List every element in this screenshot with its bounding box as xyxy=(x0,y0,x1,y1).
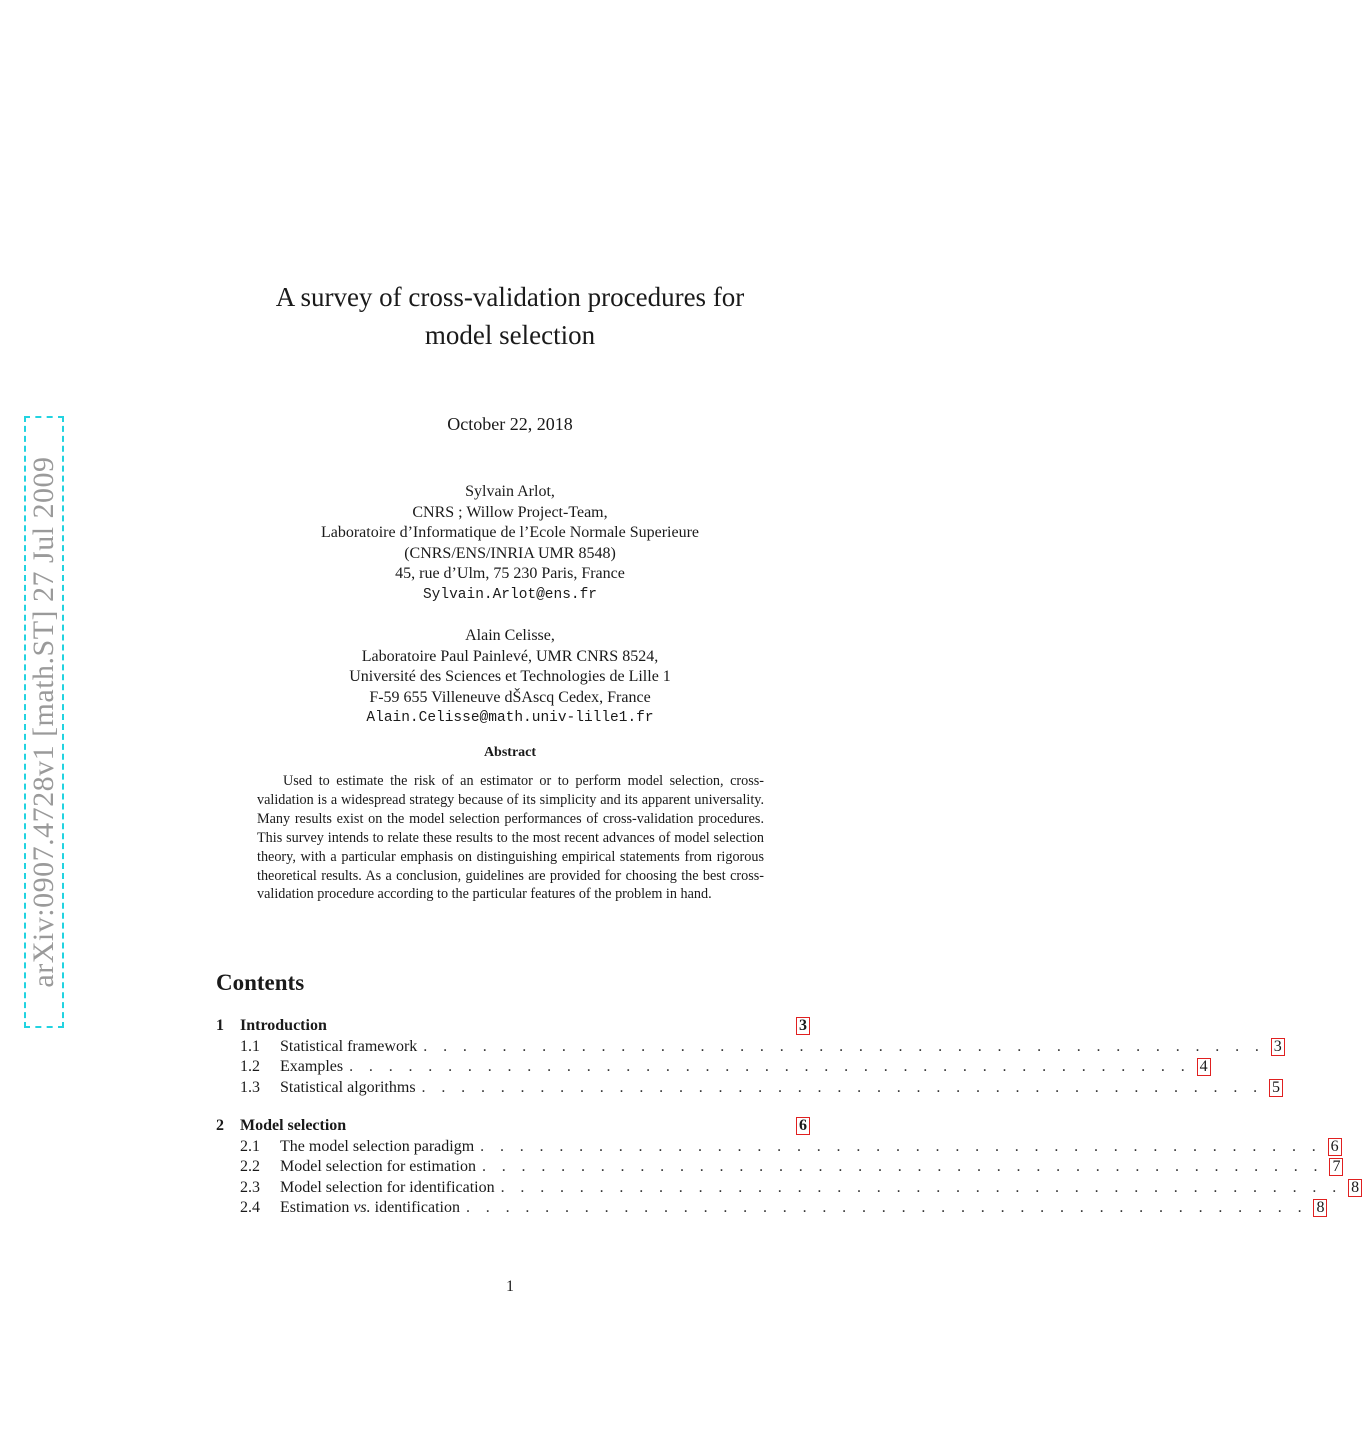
toc-leader-dots: . . . . . . . . . . . . . . . . . . . . . . . . . . . . . . . . . . . . . . . . . . . xyxy=(423,1037,1265,1055)
toc-entry-label: Examples xyxy=(280,1058,344,1075)
author-1-block xyxy=(220,482,800,606)
toc-page-link[interactable]: 6 xyxy=(1328,1138,1342,1156)
toc-entry-number: 1.2 xyxy=(240,1058,260,1075)
toc-entry-model-selection-estimation[interactable] xyxy=(216,1157,1341,1178)
toc-entry-number: 1 xyxy=(216,1017,224,1034)
author-2-affiliation-2: Université des Sciences et Technologies de Lille 1 xyxy=(349,668,671,686)
label-emphasis: vs. xyxy=(353,1199,371,1216)
author-1-affiliation-2: Laboratoire d’Informatique de l’Ecole Normale Superieure xyxy=(320,524,700,542)
toc-page-link[interactable]: 4 xyxy=(1197,1058,1211,1076)
toc-leader-dots: . . . . . . . . . . . . . . . . . . . . . . . . . . . . . . . . . . . . . . . . . . . xyxy=(480,1137,1322,1155)
toc-section-2 xyxy=(216,1116,1360,1219)
toc-entry-number: 2.1 xyxy=(240,1137,260,1155)
author-2-block xyxy=(220,626,800,729)
toc-page-link[interactable]: 8 xyxy=(1313,1199,1327,1217)
toc-entry-statistical-framework[interactable] xyxy=(216,1037,1282,1058)
toc-entry-introduction[interactable] xyxy=(216,1016,811,1037)
arxiv-stamp-link[interactable]: arXiv:0907.4728v1 [math.ST] 27 Jul 2009 xyxy=(27,456,60,988)
toc-leader-dots: . . . . . . . . . . . . . . . . . . . . . . . . . . . . . . . . . . . . . . . . . . . xyxy=(500,1178,1343,1196)
page-number: 1 xyxy=(506,1278,514,1295)
author-1-affiliation-3: (CNRS/ENS/INRIA UMR 8548) xyxy=(404,544,616,562)
author-1-email[interactable]: Sylvain.Arlot@ens.fr xyxy=(422,586,598,603)
abstract-text: Used to estimate the risk of an estimator or to perform model selection, cross-validation is a widespread strategy because of its simplicity and its apparent universality. Many results exist on the model selection performances of cross-validation procedures. This survey intends to relate these results to the most recent advances of model selection theory, with a particular emphasis on distinguishing empirical statements from rigorous theoretical results. As a conclusion, guidelines are provided for choosing the best cross-validation procedure according to the particular features of the problem in hand. xyxy=(257,773,764,903)
label-part-2: identification xyxy=(370,1199,460,1216)
toc-entry-label: Model selection for identification xyxy=(280,1178,495,1196)
toc-entry-number: 2 xyxy=(216,1117,224,1134)
toc-entry-model-selection-paradigm[interactable] xyxy=(216,1137,1339,1158)
toc-page-link[interactable]: 7 xyxy=(1329,1158,1343,1176)
author-2-address: F-59 655 Villeneuve dŠAscq Cedex, France xyxy=(369,688,651,706)
author-2-email[interactable]: Alain.Celisse@math.univ-lille1.fr xyxy=(366,710,654,727)
toc-entry-label: Statistical framework xyxy=(280,1037,418,1055)
toc-section-1 xyxy=(216,1016,1282,1098)
toc-leader-dots: . . . . . . . . . . . . . . . . . . . . . . . . . . . . . . . . . . . . . . . . . . . xyxy=(421,1078,1264,1096)
toc-leader-dots: . . . . . . . . . . . . . . . . . . . . . . . . . . . . . . . . . . . . . . . . . . . xyxy=(349,1058,1191,1075)
toc-entry-model-selection-identification[interactable] xyxy=(216,1178,1360,1199)
toc-entry-label: Introduction xyxy=(240,1017,327,1034)
title-line-2: model selection xyxy=(424,320,596,350)
toc-entry-number: 2.4 xyxy=(240,1199,260,1216)
toc-entry-examples[interactable] xyxy=(216,1057,1208,1078)
toc-page-link[interactable]: 6 xyxy=(796,1117,810,1135)
author-2-name: Alain Celisse, xyxy=(465,627,555,644)
toc-leader-dots: . . . . . . . . . . . . . . . . . . . . . . . . . . . . . . . . . . . . . . . . . . . xyxy=(481,1158,1324,1175)
toc-entry-estimation-vs-identification[interactable] xyxy=(216,1198,1325,1219)
toc-entry-label: Statistical algorithms xyxy=(280,1078,416,1096)
toc-page-link[interactable]: 8 xyxy=(1348,1179,1362,1197)
toc-entry-label: Model selection for estimation xyxy=(280,1158,476,1175)
toc-leader-dots: . . . . . . . . . . . . . . . . . . . . . . . . . . . . . . . . . . . . . . . . . . . xyxy=(465,1199,1308,1216)
author-2-affiliation-1: Laboratoire Paul Painlevé, UMR CNRS 8524, xyxy=(361,647,659,665)
author-1-name: Sylvain Arlot, xyxy=(465,483,555,500)
paper-date: October 22, 2018 xyxy=(447,414,573,434)
contents-heading: Contents xyxy=(216,970,305,995)
toc-entry-label xyxy=(280,1198,460,1219)
toc-page-link[interactable]: 3 xyxy=(1271,1038,1285,1056)
toc-entry-model-selection[interactable] xyxy=(216,1116,811,1137)
toc-page-link[interactable]: 3 xyxy=(796,1017,810,1035)
paper-title xyxy=(200,278,820,354)
abstract-heading: Abstract xyxy=(483,745,537,760)
toc-entry-number: 2.2 xyxy=(240,1158,260,1175)
toc-entry-number: 1.3 xyxy=(240,1078,260,1096)
toc-entry-number: 1.1 xyxy=(240,1037,260,1055)
toc-entry-statistical-algorithms[interactable] xyxy=(216,1078,1281,1099)
toc-entry-label: The model selection paradigm xyxy=(280,1137,475,1155)
author-1-affiliation-1: CNRS ; Willow Project-Team, xyxy=(412,503,608,521)
label-part-1: Estimation xyxy=(280,1199,354,1216)
toc-entry-label: Model selection xyxy=(240,1117,347,1134)
toc-page-link[interactable]: 5 xyxy=(1269,1079,1283,1097)
author-1-address: 45, rue d’Ulm, 75 230 Paris, France xyxy=(395,565,625,583)
toc-entry-number: 2.3 xyxy=(240,1178,260,1196)
title-line-1: A survey of cross-validation procedures for xyxy=(275,282,745,312)
